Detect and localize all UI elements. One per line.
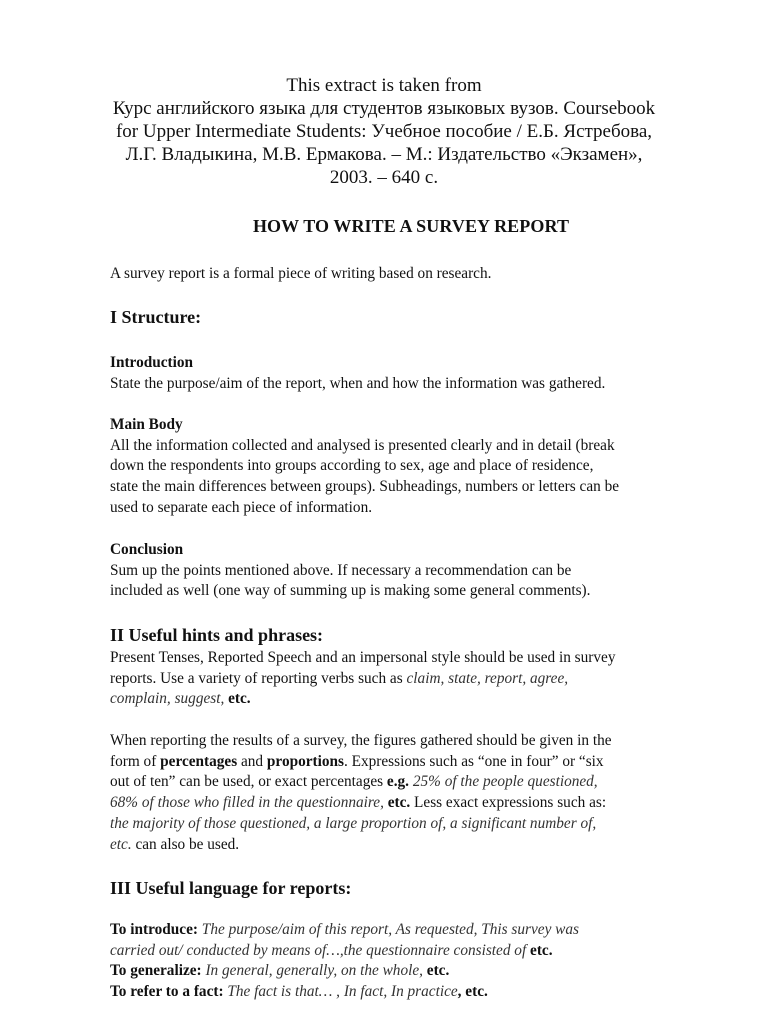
text-line: state the main differences between groups). Subheadings, numbers or letters can be xyxy=(110,478,620,496)
hints-paragraph-1 xyxy=(110,648,710,710)
text-line: down the respondents into groups according to sex, age and place of residence, xyxy=(110,457,594,475)
introduction-section xyxy=(110,353,710,394)
main-body-label: Main Body xyxy=(110,416,183,433)
text-line: form of percentages and proportions. Expressions such as “one in four” or “six xyxy=(110,752,604,770)
hints-paragraph-2 xyxy=(110,731,710,855)
text-line: State the purpose/aim of the report, when and how the information was gathered. xyxy=(110,374,606,392)
text-line: To refer to a fact: The fact is that… , In fact, In practice, etc. xyxy=(110,983,488,1001)
text-line: out of ten” can be used, or exact percentages e.g. 25% of the people questioned, xyxy=(110,773,598,791)
text-line: Sum up the points mentioned above. If necessary a recommendation can be xyxy=(110,561,572,579)
text-line: 68% of those who filled in the questionnaire, etc. Less exact expressions such as: xyxy=(110,794,607,812)
structure-heading: I Structure: xyxy=(110,307,202,327)
text-line: When reporting the results of a survey, the figures gathered should be given in the xyxy=(110,732,612,749)
citation-line: Курс английского языка для студентов языковых вузов. Coursebook xyxy=(112,98,656,119)
hints-heading: II Useful hints and phrases: xyxy=(110,625,324,645)
text-line: complain, suggest, etc. xyxy=(110,690,251,708)
main-body-section xyxy=(110,415,710,519)
citation-line: for Upper Intermediate Students: Учебное пособие / Е.Б. Ястребова, xyxy=(115,121,653,142)
text-line: included as well (one way of summing up is making some general comments). xyxy=(110,582,591,600)
text-line: etc. can also be used. xyxy=(110,835,240,853)
text-line: reports. Use a variety of reporting verbs such as claim, state, report, agree, xyxy=(110,669,569,687)
text-line: carried out/ conducted by means of…,the questionnaire consisted of etc. xyxy=(110,941,553,959)
language-list xyxy=(110,920,710,1003)
introduction-label: Introduction xyxy=(110,354,194,371)
conclusion-section xyxy=(110,540,710,602)
intro-paragraph: A survey report is a formal piece of writing based on research. xyxy=(110,265,492,282)
citation-line: Л.Г. Владыкина, М.В. Ермакова. – М.: Издательство «Экзамен», xyxy=(125,144,643,165)
text-line: the majority of those questioned, a large proportion of, a significant number of, xyxy=(110,814,597,832)
source-citation xyxy=(0,74,768,189)
language-heading: III Useful language for reports: xyxy=(110,878,352,898)
document-title: HOW TO WRITE A SURVEY REPORT xyxy=(252,216,570,236)
text-line: All the information collected and analysed is presented clearly and in detail (break xyxy=(110,436,615,454)
citation-line: 2003. – 640 с. xyxy=(329,167,439,188)
text-line: Present Tenses, Reported Speech and an impersonal style should be used in survey xyxy=(110,649,616,666)
conclusion-label: Conclusion xyxy=(110,541,184,558)
text-line: To generalize: In general, generally, on the whole, etc. xyxy=(110,962,450,980)
citation-line: This extract is taken from xyxy=(286,75,482,96)
text-line: used to separate each piece of information. xyxy=(110,498,373,516)
text-line: To introduce: The purpose/aim of this report, As requested, This survey was xyxy=(110,921,579,938)
